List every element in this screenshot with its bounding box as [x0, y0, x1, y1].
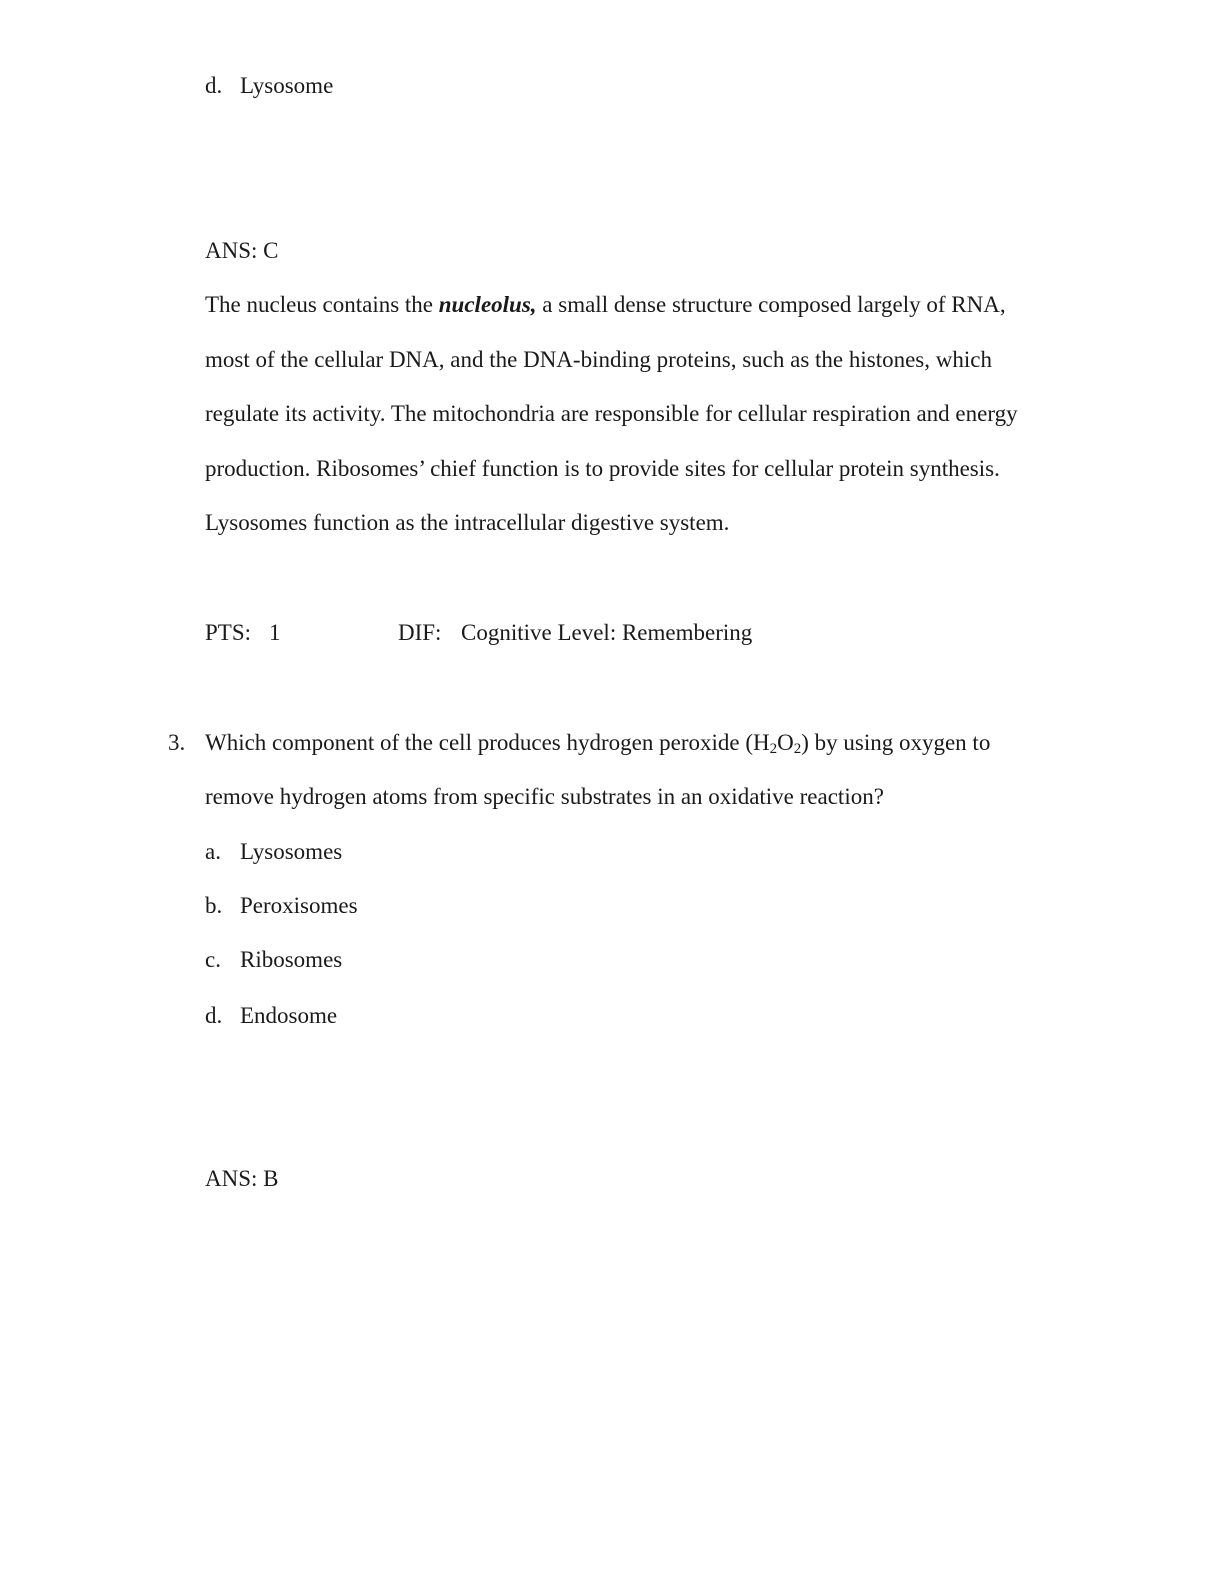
option-text: Lysosomes [240, 839, 343, 864]
subscript: 2 [793, 741, 802, 757]
stem-part: ) by using oxygen to [801, 730, 991, 755]
option-letter: a. [205, 839, 221, 864]
option-text: Lysosome [240, 73, 334, 98]
emphasized-term: nucleolus, [438, 292, 537, 317]
dif-label: DIF: [398, 620, 442, 645]
rationale-line-1 [205, 291, 1006, 319]
question-3-answer: ANS: B [205, 1166, 279, 1191]
pts-value: 1 [269, 620, 281, 645]
option-text: Ribosomes [240, 947, 343, 972]
pts-label: PTS: [205, 620, 252, 645]
rationale-line-2: most of the cellular DNA, and the DNA-binding proteins, such as the histones, which [205, 347, 992, 372]
question-stem [205, 729, 990, 760]
question-number: 3. [168, 730, 186, 755]
rationale-line-5: Lysosomes function as the intracellular digestive system. [205, 510, 730, 535]
option-letter: d. [205, 1003, 223, 1028]
option-letter: c. [205, 947, 221, 972]
question-stem-line-2: remove hydrogen atoms from specific substrates in an oxidative reaction? [205, 784, 884, 809]
stem-part: O [777, 730, 794, 755]
option-letter: b. [205, 893, 223, 918]
subscript: 2 [769, 741, 778, 757]
rationale-line-3: regulate its activity. The mitochondria are responsible for cellular respiration and energy [205, 401, 1018, 426]
dif-value: Cognitive Level: Remembering [461, 620, 753, 645]
rationale-text: The nucleus contains the [205, 292, 439, 317]
option-letter: d. [205, 73, 223, 98]
rationale-text: a small dense structure composed largely of RNA, [536, 292, 1006, 317]
prev-answer: ANS: C [205, 238, 279, 263]
stem-part: Which component of the cell produces hydrogen peroxide (H [205, 730, 770, 755]
option-text: Endosome [240, 1003, 338, 1028]
option-text: Peroxisomes [240, 893, 358, 918]
rationale-line-4: production. Ribosomes’ chief function is to provide sites for cellular protein synthesis. [205, 456, 1000, 481]
